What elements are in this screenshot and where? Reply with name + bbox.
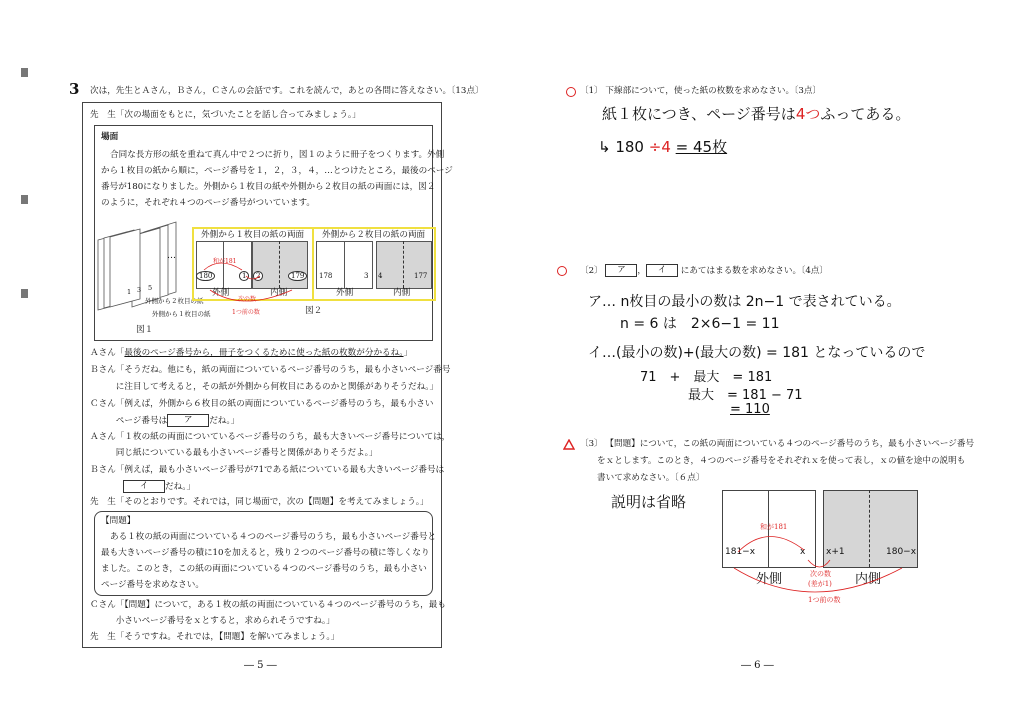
fig1-label: 外側から２枚目の紙 — [145, 297, 204, 305]
b-line-3: Ｂさん「例えば，最も小さいページ番号が71である紙についている最も大きいページ番号は — [90, 465, 445, 475]
b-line-4: イ だね。」 — [123, 480, 195, 493]
fig2-label-2: 外側から２枚目の紙の両面 — [322, 230, 426, 240]
q2-hand-line-5: 最大 = 181 − 71 — [688, 388, 803, 403]
box-a: ア — [605, 264, 637, 277]
side-mark — [21, 68, 28, 77]
p2: 2 — [253, 271, 263, 281]
page-number-right: ― 6 ― — [741, 660, 774, 671]
c-final-2: 小さいページ番号をｘとすると，求められそうですね。」 — [90, 616, 335, 626]
q2-hand-line-6: = 110 — [730, 402, 770, 417]
intro-text: 次は，先生とＡさん，Ｂさん，Ｃさんの会話です。これを読んで，あとの各問に答えなさい。〔13点〕 — [90, 86, 484, 96]
a-line-2: Ａさん「１枚の紙の両面についているページ番号のうち，最も大きいページ番号については， — [90, 432, 451, 442]
scene-title: 場面 — [101, 132, 119, 142]
teacher-line-1: 先 生「次の場面をもとに，気づいたことを話し合ってみましょう。」 — [90, 110, 361, 120]
q2-hand-line-3: イ…(最小の数)+(最大の数) = 181 となっているので — [588, 345, 926, 361]
teacher-line-2: 先 生「そのとおりです。それでは，同じ場面で，次の【問題】を考えてみましょう。」 — [90, 497, 429, 507]
q3-d1: 181−x — [725, 547, 756, 557]
q3-red-next: 次の数 — [810, 570, 831, 578]
problem-line: ページ番号を求めなさい。 — [101, 580, 204, 590]
q3-red-arcs — [722, 516, 922, 606]
q2-hand-line-2: n = 6 は 2×6−1 = 11 — [620, 316, 780, 332]
problem-line: 最も大きいページ番号の積に10を加えると，残り２つのページ番号の積に等しくなり — [101, 548, 430, 558]
teacher-line-3: 先 生「そうですね。それでは，【問題】を解いてみましょう。」 — [90, 632, 340, 642]
q3-red-sum: 和が181 — [760, 523, 788, 531]
q3-red-diff: (差が1) — [808, 580, 832, 588]
fig1-page-num: 1 — [127, 288, 132, 296]
q3-prompt-line-2: をｘとします。このとき，４つのページ番号をそれぞれｘを使って表し，ｘの値を途中の説明も — [597, 456, 966, 466]
q3-inner: 内側 — [855, 572, 882, 587]
fig1-caption: 図１ — [136, 325, 154, 335]
red-prev: 1つ前の数 — [232, 309, 260, 316]
scene-line: から１枚目の紙から順に，ページ番号を１，２，３，４，…とつけたところ，最後のページ — [101, 166, 453, 176]
correct-mark-q1 — [566, 87, 576, 97]
b-line-1: Ｂさん「そうだね。他にも，紙の両面についているページ番号のうち，最も小さいページ番号 — [90, 365, 451, 375]
q3-prompt-line-1: 〔3〕 【問題】について，この紙の両面についている４つのページ番号のうち，最も小さいページ番号 — [580, 439, 975, 449]
fig1-page-num: 3 — [137, 286, 142, 294]
p4: 4 — [378, 272, 383, 280]
fig2-caption: 図２ — [305, 306, 323, 316]
q1-hand-line-1: 紙１枚につき、ページ番号は4つふってある。 — [602, 105, 911, 123]
fig2-label-1: 外側から１枚目の紙の両面 — [201, 230, 305, 240]
q2-prompt: 〔2〕 ア ， イ にあてはまる数を求めなさい。〔4点〕 — [580, 265, 828, 276]
figure-1-booklet — [94, 212, 204, 322]
scene-line: 番号が180になりました。外側から１枚目の紙や外側から２枚目の紙の両面には，図２ — [101, 182, 436, 192]
q3-d2: x — [800, 547, 806, 557]
problem-title: 【問題】 — [101, 516, 136, 526]
red-next: 次の数 — [238, 296, 257, 303]
c-line-1: Ｃさん「例えば，外側から６枚目の紙の両面についているページ番号のうち，最も小さい — [90, 399, 434, 409]
outer-label: 外側 — [212, 288, 230, 298]
fig1-label: 外側から１枚目の紙 — [152, 310, 211, 318]
fig2-sheet-back-2 — [376, 241, 432, 289]
q1-prompt: 〔1〕 下線部について，使った紙の枚数を求めなさい。〔3点〕 — [580, 86, 822, 96]
scene-line: 合同な長方形の紙を重ねて真ん中で２つに折り，図１のように冊子をつくります。外側 — [110, 150, 445, 160]
side-mark — [21, 195, 28, 204]
a-line-underlined: Ａさん「最後のページ番号から，冊子をつくるために使った紙の枚数が分かるね。」 — [90, 348, 413, 358]
fig1-page-num: 5 — [148, 284, 153, 292]
correct-mark-q2 — [557, 266, 567, 276]
page-number-left: ― 5 ― — [244, 660, 277, 671]
fold-line — [403, 241, 404, 288]
q2-hand-line-4: 71 + 最大 = 181 — [640, 370, 773, 385]
c-line-2: ページ番号は ア だね。」 — [90, 415, 240, 426]
side-mark — [21, 289, 28, 298]
q3-d4: 180−x — [886, 547, 917, 557]
p1: 1 — [239, 271, 249, 281]
inner-label-2: 内側 — [393, 288, 411, 298]
q3-outer: 外側 — [756, 572, 783, 587]
question-number: 3 — [69, 80, 80, 98]
p179: 179 — [288, 271, 307, 281]
p180: 180 — [196, 271, 215, 281]
box-i: イ — [123, 480, 165, 493]
box-a: ア — [167, 414, 209, 427]
partial-mark-q3 — [563, 439, 575, 450]
p177: 177 — [414, 272, 428, 280]
problem-line: ました。このとき，この紙の両面についている４つのページ番号のうち，最も小さい — [101, 564, 427, 574]
q3-hand: 説明は省略 — [611, 493, 687, 511]
fold-line — [344, 241, 345, 288]
p3: 3 — [364, 272, 369, 280]
q3-d3: x+1 — [826, 547, 845, 557]
problem-line: ある１枚の紙の両面についている４つのページ番号のうち，最も小さいページ番号と — [110, 532, 437, 542]
q3-prompt-line-3: 書いて求めなさい。〔６点〕 — [597, 473, 705, 483]
q3-red-prev: 1つ前の数 — [808, 596, 841, 604]
outer-label-2: 外側 — [336, 288, 354, 298]
red-sum: 和が181 — [213, 258, 237, 265]
q1-hand-line-2: ↳ 180 ÷4 = 45枚 — [598, 138, 728, 156]
inner-label: 内側 — [270, 288, 288, 298]
scene-line: のように，それぞれ４つのページ番号がついています。 — [101, 198, 315, 208]
fig1-dots: … — [167, 251, 176, 261]
b-line-2: に注目して考えると，その紙が外側から何枚目にあるのかと関係がありそうだね。」 — [90, 382, 439, 392]
c-final-1: Ｃさん「【問題】について，ある１枚の紙の両面についている４つのページ番号のうち，最も — [90, 600, 446, 610]
a-line-3: 同じ紙についている最も小さいページ番号と関係がありそうだよ。」 — [90, 448, 378, 458]
q2-hand-line-1: ア… n枚目の最小の数は 2n−1 で表されている。 — [588, 294, 901, 310]
p178: 178 — [319, 272, 333, 280]
box-i: イ — [646, 264, 678, 277]
